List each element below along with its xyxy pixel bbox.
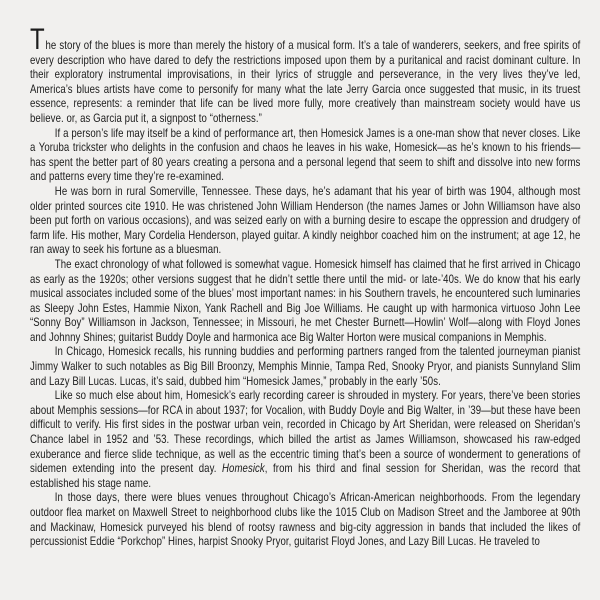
paragraph-text: He was born in rural Somerville, Tennessee. These days, he’s adamant that his year of birth was 1904, although most older printed sources cite 1910. He was christened John William Henderson (the names James or John Williamson have also been put forth on various occasions), and was seized early on with a burning desire to escape the oppression and drudgery of farm life. His mother, Mary Cordelia Henderson, played guitar. A kindly neighbor coached him on the instrument; at age 12, he ran away to seek his fortune as a bluesman. [30, 183, 581, 257]
paragraph-text: In Chicago, Homesick recalls, his running buddies and performing partners ranged from the talented journeyman pianist Jimmy Walker to such notables as Big Bill Broonzy, Memphis Minnie, Tampa Red, Snooky Pryor, and pianists Sunnyland Slim and Lazy Bill Lucas. Lucas, it’s said, dubbed him “Homesick James,” probably in the early ’50s. [30, 344, 581, 388]
dropcap-letter: T [30, 23, 45, 56]
paragraph-3 [30, 184, 580, 257]
album-title-italic: Homesick [222, 461, 265, 476]
paragraph-text: If a person’s life may itself be a kind of performance art, then Homesick James is a one-man show that never closes. Like a Yoruba trickster who delights in the confusion and chaos he leaves in his wake, Homesick—as he’s known to his friends—has spent the better part of 80 years creating a persona and a personal legend that seem to shift and dissolve into new forms and patterns every time they’re re-examined. [30, 125, 581, 184]
paragraph-7 [30, 490, 580, 548]
paragraph-6 [30, 388, 580, 490]
paragraph-text: Like so much else about him, Homesick’s early recording career is shrouded in mystery. For years, there’ve been stories about Memphis sessions—for RCA in about 1937; for Vocalion, with Buddy Doyle and Big Walter, in ’39—but these have been difficult to verify. His first sides in the postwar urban vein, recorded in Chicago by Art Sheridan, were released on Sheridan’s Chance label in 1952 and ’53. These recordings, which billed the artist as James Williamson, showcased his raw-edged exuberance and fierce slide technique, as well as the eccentric timing that’s been a source of wonderment to generations of sidemen extending into the present day. [30, 388, 581, 476]
paragraph-1 [30, 23, 581, 126]
paragraph-5 [30, 344, 580, 388]
paragraph-2 [30, 126, 580, 184]
liner-notes-text [30, 23, 581, 549]
paragraph-text: The exact chronology of what followed is somewhat vague. Homesick himself has claimed that he first arrived in Chicago as early as the 1920s; other versions suggest that he didn’t settle there until the mid- or late-’40s. We do know that his early musical associates included some of the blues’ most important names: in his Southern travels, he encountered such luminaries as Sleepy John Estes, Hammie Nixon, Yank Rachell and Big Joe Williams. He caught up with harmonica virtuoso John Lee “Sonny Boy” Williamson in Jackson, Tennessee; in Missouri, he met Chester Burnett—Howlin’ Wolf—along with Floyd Jones and Johnny Shines; guitarist Buddy Doyle and harmonica ace Big Walter Horton were musical companions in Memphis. [30, 256, 581, 344]
paragraph-4 [30, 257, 580, 345]
paragraph-text: In those days, there were blues venues throughout Chicago’s African-American neighborhoods. From the legendary outdoor flea market on Maxwell Street to neighborhood clubs like the 1015 Club on Madison Street and the Jamboree at 90th and Mackinaw, Homesick purveyed his blend of rootsy rawness and big-city aggression in bands that included the likes of percussionist Eddie “Porkchop” Hines, harpist Snooky Pryor, guitarist Floyd Jones, and Lazy Bill Lucas. He traveled to [30, 490, 581, 549]
paragraph-text: he story of the blues is more than merely the history of a musical form. It’s a tale of wanderers, seekers, and free spirits of every description who have dared to defy the restrictions imposed upon them by a puritanical and racist dominant culture. In their exploratory instrumental improvisations, in their lyrics of struggle and perseverance, in the very lives they’ve led, America’s blues artists have come to personify for many what the late Jerry Garcia once suggested that music, in its truest essence, represents: a reminder that life can be lived more fully, more creatively than mainstream society would have us believe. or, as Garcia put it, a signpost to “otherness.” [30, 38, 581, 125]
paragraph-text: , from his third and final session for Sheridan, was the record that established his stage name. [30, 461, 581, 490]
